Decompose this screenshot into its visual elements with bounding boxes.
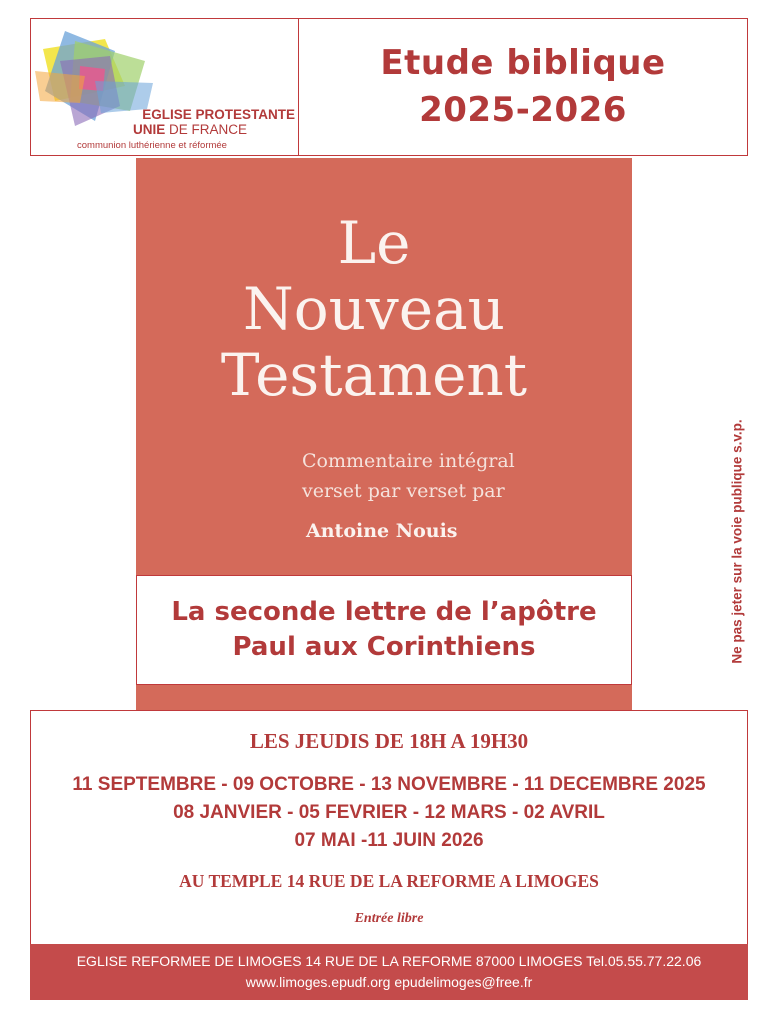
study-subject-line-1: La seconde lettre de l’apôtre [171,596,597,627]
cover-author: Antoine Nouis [306,520,458,542]
footer [30,944,748,1000]
title-line-2: 2025-2026 [419,90,627,130]
logo-tagline: communion luthérienne et réformée [77,140,227,151]
footer-contact: www.limoges.epudf.org epudelimoges@free.fr [245,974,533,990]
side-note [723,386,751,696]
cover-subtitle-line-2: verset par verset par [302,480,505,502]
logo-name-line1: EGLISE PROTESTANTE [142,107,295,122]
schedule-title: LES JEUDIS DE 18H A 19H30 [249,729,529,753]
cover-subtitle-line-1: Commentaire intégral [302,450,515,472]
schedule-dates [31,771,747,855]
study-subject [136,575,632,685]
cover-title-line-2: Nouveau [242,275,506,343]
date-line: 07 MAI -11 JUIN 2026 [294,830,484,851]
church-logo [31,19,299,155]
header [30,18,748,156]
logo-name-bold: UNIE [133,122,166,137]
page-title [299,19,747,155]
schedule-box [30,710,748,946]
logo-name-line2 [131,122,295,137]
title-line-1: Etude biblique [380,42,666,83]
date-line: 11 SEPTEMBRE - 09 OCTOBRE - 13 NOVEMBRE - 11 DECEMBRE 2025 [72,774,706,795]
schedule-place: AU TEMPLE 14 RUE DE LA REFORME A LIMOGES [179,871,599,891]
cover-title-line-3: Testament [220,341,528,409]
side-note-text: Ne pas jeter sur la voie publique s.v.p. [729,418,745,664]
cover-title-line-1: Le [337,209,411,277]
entry-note: Entrée libre [354,911,424,926]
footer-address: EGLISE REFORMEE DE LIMOGES 14 RUE DE LA REFORME 87000 LIMOGES Tel.05.55.77.22.06 [76,953,702,969]
logo-name-rest: DE FRANCE [165,122,248,137]
study-subject-line-2: Paul aux Corinthiens [232,632,536,662]
date-line: 08 JANVIER - 05 FEVRIER - 12 MARS - 02 AVRIL [173,802,605,823]
